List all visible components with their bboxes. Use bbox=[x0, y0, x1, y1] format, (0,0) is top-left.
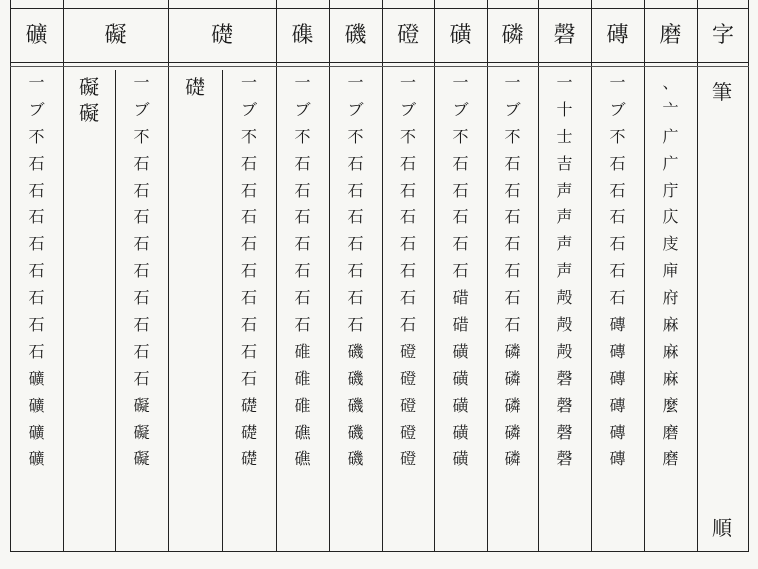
stroke-step: 磴 bbox=[399, 368, 416, 388]
stroke-step: 磺 bbox=[452, 449, 469, 469]
stroke-step: 石 bbox=[240, 207, 257, 227]
stroke-step: 石 bbox=[133, 207, 150, 227]
strokes-jiao bbox=[276, 70, 329, 473]
stroke-step: 石 bbox=[28, 341, 45, 361]
stroke-step: 磴 bbox=[399, 449, 416, 469]
stroke-step: 广 bbox=[662, 153, 679, 173]
stroke-step: 庂 bbox=[662, 207, 679, 227]
stroke-step: 礎 bbox=[240, 422, 257, 442]
header-chu: 礎 bbox=[210, 23, 233, 48]
stroke-step: 石 bbox=[452, 153, 469, 173]
header-ji: 磯 bbox=[344, 23, 367, 48]
stroke-step: 石 bbox=[294, 207, 311, 227]
stroke-step: 殸 bbox=[556, 315, 573, 335]
stroke-step: 磺 bbox=[452, 368, 469, 388]
stroke-step: 麼 bbox=[662, 395, 679, 415]
header-deng: 磴 bbox=[396, 23, 419, 48]
stroke-step: 礁 bbox=[294, 422, 311, 442]
stroke-step: 礎 bbox=[240, 395, 257, 415]
stroke-step: 声 bbox=[556, 180, 573, 200]
stroke-step: 石 bbox=[452, 207, 469, 227]
stroke-step: 殸 bbox=[556, 288, 573, 308]
grid-line bbox=[748, 0, 749, 552]
stroke-step: 磷 bbox=[504, 341, 521, 361]
stroke-step: 不 bbox=[28, 126, 45, 146]
stroke-step: 声 bbox=[556, 207, 573, 227]
stroke-step: 石 bbox=[240, 288, 257, 308]
stroke-step: 石 bbox=[399, 288, 416, 308]
stroke-step: 石 bbox=[28, 288, 45, 308]
stroke-step: 磬 bbox=[556, 449, 573, 469]
stroke-step: 磬 bbox=[556, 422, 573, 442]
stroke-step: 磯 bbox=[347, 395, 364, 415]
stroke-step: 石 bbox=[240, 153, 257, 173]
stroke-step: 一 bbox=[347, 73, 364, 92]
stroke-step: 一 bbox=[240, 73, 257, 92]
stroke-step: 磨 bbox=[662, 449, 679, 469]
stroke-step: ブ bbox=[399, 99, 416, 119]
stroke-step: 碓 bbox=[294, 368, 311, 388]
stroke-step: 石 bbox=[133, 368, 150, 388]
stroke-step: 磚 bbox=[609, 368, 626, 388]
stroke-step: 府 bbox=[662, 288, 679, 308]
header-zhuan: 磚 bbox=[606, 23, 629, 48]
stroke-step: 石 bbox=[240, 261, 257, 281]
strokes-huang bbox=[434, 70, 487, 473]
strokes-mo bbox=[644, 70, 697, 473]
stroke-step: 一 bbox=[133, 73, 150, 92]
strokes-kuang bbox=[10, 70, 63, 473]
stroke-step: 石 bbox=[452, 180, 469, 200]
stroke-step: 石 bbox=[294, 288, 311, 308]
stroke-step: 石 bbox=[609, 207, 626, 227]
stroke-step: 十 bbox=[556, 99, 573, 119]
stroke-step: 石 bbox=[399, 315, 416, 335]
stroke-step: 碓 bbox=[294, 395, 311, 415]
stroke-step: 石 bbox=[347, 207, 364, 227]
strokes-chu bbox=[222, 70, 276, 473]
stroke-step: 磬 bbox=[556, 395, 573, 415]
stroke-step: 石 bbox=[609, 180, 626, 200]
stroke-step: 石 bbox=[294, 153, 311, 173]
stroke-step: 碓 bbox=[294, 341, 311, 361]
stroke-step: 声 bbox=[556, 234, 573, 254]
stroke-step: 石 bbox=[347, 153, 364, 173]
strokes-ji bbox=[329, 70, 382, 473]
stroke-step: 石 bbox=[399, 234, 416, 254]
stroke-step: 石 bbox=[347, 315, 364, 335]
stroke-step: 石 bbox=[28, 153, 45, 173]
stroke-step: 麻 bbox=[662, 341, 679, 361]
stroke-step: 石 bbox=[240, 180, 257, 200]
stroke-step: 不 bbox=[399, 126, 416, 146]
stroke-step: 石 bbox=[452, 261, 469, 281]
stroke-step: 石 bbox=[28, 180, 45, 200]
stroke-step: 石 bbox=[399, 153, 416, 173]
stroke-step: ブ bbox=[347, 99, 364, 119]
stroke-step: 石 bbox=[240, 315, 257, 335]
stroke-step: 石 bbox=[504, 207, 521, 227]
stroke-step: 石 bbox=[28, 207, 45, 227]
stroke-step: 礁 bbox=[294, 449, 311, 469]
header-qing: 磬 bbox=[553, 23, 576, 48]
stroke-step: 碏 bbox=[452, 315, 469, 335]
stroke-step: 礙 bbox=[133, 395, 150, 415]
stroke-step: 磺 bbox=[452, 395, 469, 415]
stroke-step: 石 bbox=[294, 180, 311, 200]
stroke-step: 石 bbox=[133, 315, 150, 335]
stroke-step: 礙 bbox=[133, 422, 150, 442]
stroke-step: 庁 bbox=[662, 180, 679, 200]
stroke-step: 石 bbox=[399, 207, 416, 227]
stroke-step: 石 bbox=[609, 261, 626, 281]
stroke-step: 不 bbox=[347, 126, 364, 146]
stroke-step: 石 bbox=[133, 153, 150, 173]
stroke-step: 磯 bbox=[347, 368, 364, 388]
stroke-step: 礦 bbox=[28, 422, 45, 442]
stroke-step: 广 bbox=[662, 126, 679, 146]
stroke-step: 石 bbox=[504, 180, 521, 200]
stroke-step: 石 bbox=[504, 234, 521, 254]
stroke-step: 石 bbox=[294, 234, 311, 254]
stroke-step: 一 bbox=[399, 73, 416, 92]
stroke-step: 磺 bbox=[452, 341, 469, 361]
strokes-deng bbox=[382, 70, 434, 473]
stroke-step: ブ bbox=[452, 99, 469, 119]
stroke-step: 不 bbox=[504, 126, 521, 146]
stroke-step: 石 bbox=[347, 288, 364, 308]
stroke-step: 一 bbox=[609, 73, 626, 92]
stroke-step: 磬 bbox=[556, 368, 573, 388]
label-shun: 順 bbox=[712, 516, 732, 540]
stroke-step: 声 bbox=[556, 261, 573, 281]
stroke-step: 一 bbox=[556, 73, 573, 92]
header-zi: 字 bbox=[711, 23, 734, 48]
stroke-step: 石 bbox=[294, 261, 311, 281]
stroke-step: 庘 bbox=[662, 261, 679, 281]
label-bi: 筆 bbox=[712, 80, 732, 104]
stroke-step: 磺 bbox=[452, 422, 469, 442]
stroke-step: 石 bbox=[504, 315, 521, 335]
stroke-step: 一 bbox=[452, 73, 469, 92]
stroke-step: 亠 bbox=[662, 99, 679, 119]
stroke-step: 磚 bbox=[609, 341, 626, 361]
stroke-step: 碏 bbox=[452, 288, 469, 308]
stroke-step: ブ bbox=[28, 99, 45, 119]
stroke-step: 磨 bbox=[662, 422, 679, 442]
stroke-step: 磴 bbox=[399, 395, 416, 415]
stroke-step: 礦 bbox=[28, 449, 45, 469]
full-char-ai-1: 礙 bbox=[79, 75, 99, 99]
full-char-chu: 礎 bbox=[185, 75, 205, 99]
stroke-step: 不 bbox=[240, 126, 257, 146]
stroke-step: 石 bbox=[240, 234, 257, 254]
grid-line bbox=[10, 8, 749, 9]
stroke-step: 磯 bbox=[347, 341, 364, 361]
stroke-step: 吉 bbox=[556, 153, 573, 173]
stroke-step: 磷 bbox=[504, 449, 521, 469]
stroke-step: 麻 bbox=[662, 315, 679, 335]
stroke-step: 磴 bbox=[399, 341, 416, 361]
stroke-step: 石 bbox=[28, 234, 45, 254]
header-lin: 磷 bbox=[501, 23, 524, 48]
stroke-step: 磚 bbox=[609, 315, 626, 335]
stroke-step: 磯 bbox=[347, 449, 364, 469]
stroke-step: 、 bbox=[662, 73, 679, 92]
stroke-step: 石 bbox=[133, 261, 150, 281]
strokes-lin bbox=[487, 70, 538, 473]
full-ai bbox=[63, 74, 115, 126]
stroke-step: 石 bbox=[504, 153, 521, 173]
stroke-step: 石 bbox=[399, 261, 416, 281]
stroke-step: 磷 bbox=[504, 368, 521, 388]
stroke-step: 石 bbox=[133, 341, 150, 361]
stroke-step: ブ bbox=[294, 99, 311, 119]
stroke-step: 不 bbox=[609, 126, 626, 146]
grid-line bbox=[10, 62, 749, 63]
stroke-step: 石 bbox=[240, 341, 257, 361]
stroke-step: 磚 bbox=[609, 449, 626, 469]
stroke-step: 石 bbox=[28, 261, 45, 281]
stroke-step: 不 bbox=[294, 126, 311, 146]
full-char-ai-2: 礙 bbox=[79, 101, 99, 125]
stroke-step: 石 bbox=[399, 180, 416, 200]
stroke-step: 石 bbox=[609, 288, 626, 308]
strokes-ai bbox=[115, 70, 168, 473]
stroke-step: 一 bbox=[504, 73, 521, 92]
stroke-step: 磚 bbox=[609, 395, 626, 415]
header-mo: 磨 bbox=[659, 23, 682, 48]
stroke-step: 石 bbox=[294, 315, 311, 335]
stroke-step: 石 bbox=[28, 315, 45, 335]
stroke-step: ブ bbox=[609, 99, 626, 119]
stroke-step: 礦 bbox=[28, 395, 45, 415]
stroke-step: ブ bbox=[504, 99, 521, 119]
stroke-step: 礦 bbox=[28, 368, 45, 388]
stroke-step: ブ bbox=[133, 99, 150, 119]
stroke-step: 磴 bbox=[399, 422, 416, 442]
strokes-zhuan bbox=[591, 70, 644, 473]
stroke-step: 士 bbox=[556, 126, 573, 146]
header-huang: 磺 bbox=[449, 23, 472, 48]
stroke-step: 庋 bbox=[662, 234, 679, 254]
stroke-step: 磯 bbox=[347, 422, 364, 442]
stroke-step: 石 bbox=[504, 288, 521, 308]
grid-line bbox=[10, 66, 749, 67]
stroke-step: 殸 bbox=[556, 341, 573, 361]
stroke-step: 石 bbox=[609, 153, 626, 173]
stroke-step: 石 bbox=[240, 368, 257, 388]
stroke-step: 石 bbox=[609, 234, 626, 254]
grid-line bbox=[697, 0, 698, 552]
stroke-step: 石 bbox=[133, 234, 150, 254]
grid-line bbox=[10, 551, 749, 552]
stroke-step: 礎 bbox=[240, 449, 257, 469]
stroke-step: 石 bbox=[133, 180, 150, 200]
stroke-step: 石 bbox=[133, 288, 150, 308]
stroke-step: 麻 bbox=[662, 368, 679, 388]
stroke-step: 不 bbox=[133, 126, 150, 146]
stroke-step: 石 bbox=[347, 261, 364, 281]
stroke-step: 石 bbox=[347, 180, 364, 200]
strokes-qing bbox=[538, 70, 591, 473]
stroke-step: ブ bbox=[240, 99, 257, 119]
stroke-step: 一 bbox=[294, 73, 311, 92]
stroke-step: 礙 bbox=[133, 449, 150, 469]
header-jiao: 磼 bbox=[291, 23, 314, 48]
stroke-step: 石 bbox=[347, 234, 364, 254]
stroke-step: 一 bbox=[28, 73, 45, 92]
stroke-step: 石 bbox=[504, 261, 521, 281]
stroke-step: 磚 bbox=[609, 422, 626, 442]
header-ai: 礙 bbox=[104, 23, 127, 48]
stroke-step: 磷 bbox=[504, 422, 521, 442]
stroke-step: 不 bbox=[452, 126, 469, 146]
header-kuang: 礦 bbox=[25, 23, 48, 48]
stroke-step: 石 bbox=[452, 234, 469, 254]
stroke-step: 磷 bbox=[504, 395, 521, 415]
full-chu bbox=[168, 74, 222, 100]
